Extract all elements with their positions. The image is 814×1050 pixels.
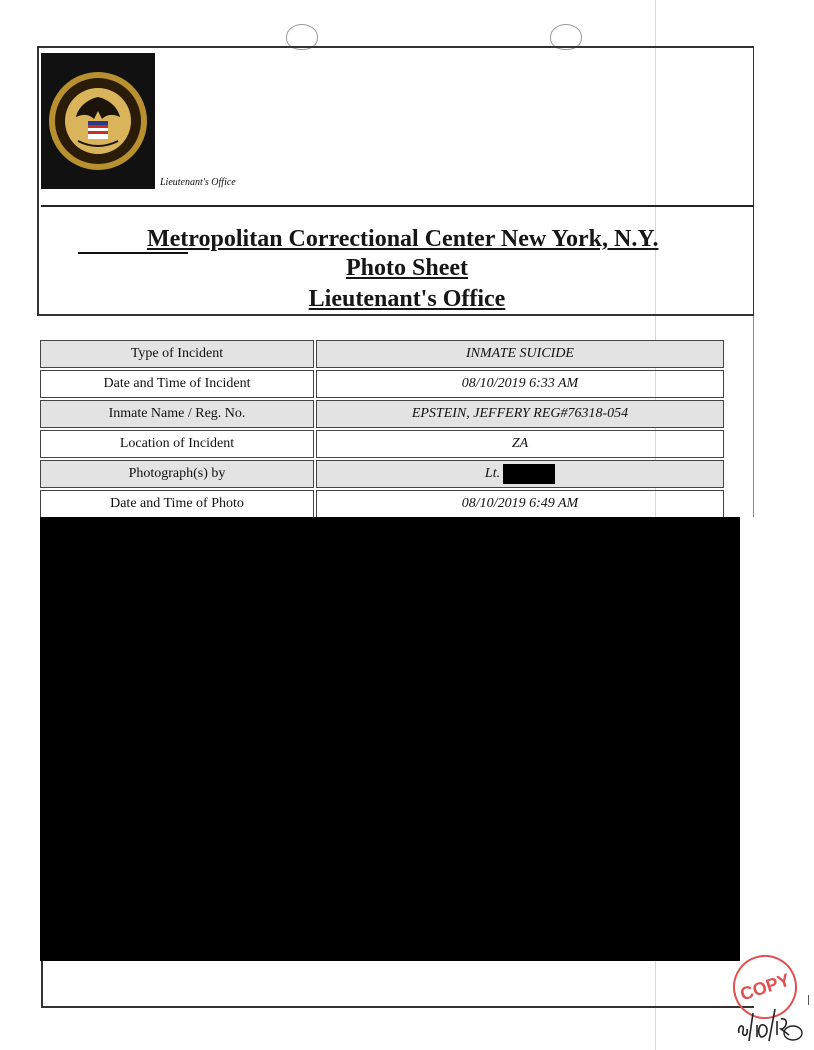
margin-mark <box>808 995 809 1005</box>
sheet-title: Photo Sheet <box>346 255 468 281</box>
row-value: EPSTEIN, JEFFERY REG#76318-054 <box>316 400 724 428</box>
frame-right-edge <box>753 316 754 517</box>
facility-title: Metropolitan Correctional Center New York, N.Y. <box>147 226 659 252</box>
bop-seal-icon <box>48 71 148 171</box>
row-value: 08/10/2019 6:33 AM <box>316 370 724 398</box>
row-label: Type of Incident <box>40 340 314 368</box>
redaction-block <box>503 464 555 484</box>
photo-frame-bottom <box>41 961 754 1008</box>
photographer-prefix: Lt. <box>484 466 501 481</box>
row-label: Date and Time of Incident <box>40 370 314 398</box>
row-value: INMATE SUICIDE <box>316 340 724 368</box>
row-label: Inmate Name / Reg. No. <box>40 400 314 428</box>
table-row <box>40 370 724 398</box>
row-value: ZA <box>316 430 724 458</box>
row-value: 08/10/2019 6:49 AM <box>316 490 724 518</box>
table-row <box>40 430 724 458</box>
handwritten-date-initials <box>735 1003 805 1043</box>
row-value <box>316 460 724 488</box>
doj-seal <box>41 53 155 189</box>
copy-stamp: COPY <box>725 947 806 1028</box>
photo-redaction-block <box>40 517 740 961</box>
table-row <box>40 490 724 518</box>
office-label-small: Lieutenant's Office <box>160 177 236 188</box>
table-row <box>40 460 724 488</box>
row-label: Date and Time of Photo <box>40 490 314 518</box>
office-title: Lieutenant's Office <box>308 286 506 312</box>
row-label: Photograph(s) by <box>40 460 314 488</box>
table-row <box>40 400 724 428</box>
table-row <box>40 340 724 368</box>
row-label: Location of Incident <box>40 430 314 458</box>
header-divider <box>41 205 754 207</box>
